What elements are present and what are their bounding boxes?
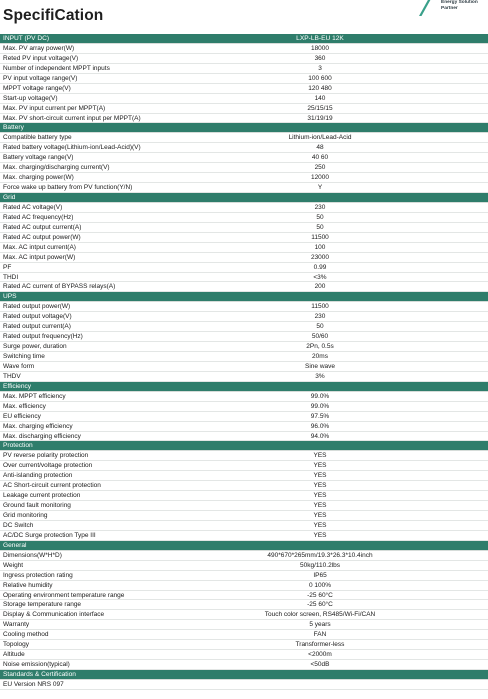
- spec-value: 11500: [311, 233, 329, 241]
- spec-label: Wave form: [3, 362, 35, 370]
- spec-value: YES: [313, 462, 327, 470]
- spec-value: YES: [313, 472, 327, 480]
- spec-value: YES: [313, 492, 327, 500]
- spec-label: Compatible battery type: [3, 134, 72, 142]
- spec-row: [0, 302, 488, 312]
- section-header-standards-certification: [0, 670, 488, 680]
- spec-row: [0, 610, 488, 620]
- spec-row: [0, 501, 488, 511]
- spec-row: [0, 571, 488, 581]
- spec-value: 50: [316, 213, 324, 221]
- spec-row: [0, 183, 488, 193]
- spec-value: IP65: [313, 571, 327, 579]
- section-header-ups: [0, 292, 488, 302]
- spec-label: Over current/voltage protection: [3, 462, 93, 470]
- spec-row: [0, 561, 488, 571]
- section-title: INPUT (PV DC): [3, 35, 50, 42]
- section-header-battery: [0, 123, 488, 133]
- spec-value: 50: [316, 323, 324, 331]
- spec-label: Rated AC output power(W): [3, 233, 81, 241]
- spec-row: [0, 163, 488, 173]
- section-title: Standards & Certification: [3, 671, 76, 678]
- spec-value: 25/15/15: [307, 104, 333, 112]
- spec-label: Rated AC voltage(V): [3, 203, 63, 211]
- spec-row: [0, 213, 488, 223]
- spec-row: [0, 84, 488, 94]
- spec-label: THDI: [3, 273, 19, 281]
- spec-label: EU Version NRS 097: [3, 680, 64, 688]
- spec-row: [0, 491, 488, 501]
- spec-label: Max. charging/discharging current(V): [3, 164, 110, 172]
- spec-label: Cooling method: [3, 631, 49, 639]
- spec-value: 50/60: [311, 333, 329, 341]
- spec-value: 360: [314, 54, 326, 62]
- spec-row: [0, 342, 488, 352]
- spec-label: Start-up voltage(V): [3, 94, 58, 102]
- spec-row: [0, 74, 488, 84]
- spec-label: PV reverse polarity protection: [3, 452, 89, 460]
- spec-label: Max. PV short-circuit current input per MPPT(A): [3, 114, 141, 122]
- spec-value: 99.0%: [310, 402, 330, 410]
- spec-value: 120 480: [308, 84, 332, 92]
- spec-row: [0, 481, 488, 491]
- spec-value: 31/19/19: [307, 114, 333, 122]
- spec-label: Altitude: [3, 651, 25, 659]
- spec-label: Storage temperature range: [3, 601, 82, 609]
- spec-label: Max. AC intput power(W): [3, 253, 76, 261]
- spec-label: Topology: [3, 641, 30, 649]
- spec-label: Max. efficiency: [3, 402, 46, 410]
- brand-logo-icon: [418, 0, 432, 16]
- spec-label: Reted PV input voltage(V): [3, 54, 79, 62]
- spec-label: AC/DC Surge protection Type III: [3, 531, 96, 539]
- spec-value: 140: [314, 94, 326, 102]
- spec-value: 20ms: [312, 353, 328, 360]
- spec-label: Max. charging efficiency: [3, 422, 73, 430]
- spec-value: Lithium-ion/Lead-Acid: [288, 134, 352, 142]
- spec-value: 100: [314, 243, 326, 251]
- brand-tagline: [441, 0, 478, 12]
- section-title: Grid: [3, 194, 16, 201]
- section-header-general: [0, 541, 488, 551]
- spec-value: 48: [316, 144, 324, 152]
- spec-row: [0, 640, 488, 650]
- spec-label: Rated output frequency(Hz): [3, 333, 83, 341]
- spec-value: 50kg/110.2lbs: [300, 561, 340, 569]
- spec-label: Rated battery voltage(Lithium-ion/Lead-Acid)(V): [3, 144, 141, 152]
- spec-row: [0, 312, 488, 322]
- spec-value: YES: [313, 452, 327, 460]
- spec-value: YES: [313, 502, 327, 510]
- spec-label: Max. MPPT efficiency: [3, 392, 66, 400]
- spec-label: AC Short-circuit current protection: [3, 482, 101, 490]
- spec-value: 100 600: [308, 74, 332, 82]
- spec-row: [0, 422, 488, 432]
- spec-row: [0, 591, 488, 601]
- spec-row: [0, 173, 488, 183]
- spec-label: Max. PV array power(W): [3, 44, 75, 52]
- spec-value: 40 60: [311, 154, 329, 162]
- spec-value: YES: [313, 482, 327, 490]
- spec-row: [0, 352, 488, 362]
- spec-row: [0, 471, 488, 481]
- spec-label: MPPT voltage range(V): [3, 84, 71, 92]
- spec-value: 490*670*265mm/19.3*26.3*10.4inch: [267, 551, 373, 559]
- spec-value: Touch color screen, RS485/Wi-Fi/CAN: [264, 611, 376, 619]
- spec-row: [0, 412, 488, 422]
- section-header-protection: [0, 441, 488, 451]
- spec-value: 50: [316, 223, 324, 231]
- spec-value: 230: [314, 203, 326, 211]
- spec-label: Weight: [3, 561, 24, 569]
- spec-label: Max. discharging efficiency: [3, 432, 81, 440]
- spec-label: Rated output current(A): [3, 323, 71, 331]
- brand-tagline-line-1: Energy Solution: [441, 0, 478, 5]
- spec-label: Max. PV input current per MPPT(A): [3, 104, 106, 112]
- spec-value: 3: [318, 64, 322, 72]
- spec-row: [0, 273, 488, 283]
- spec-value: 99.0%: [310, 392, 330, 400]
- spec-label: Rated output power(W): [3, 303, 71, 311]
- spec-row: [0, 263, 488, 273]
- section-title: Efficiency: [3, 382, 32, 390]
- section-header-input-pv-dc: [0, 34, 488, 44]
- spec-row: [0, 630, 488, 640]
- spec-label: Leakage current protection: [3, 492, 81, 500]
- spec-row: [0, 44, 488, 54]
- spec-label: Ingress protection rating: [3, 571, 73, 579]
- spec-value: -25 60°C: [307, 591, 333, 599]
- spec-label: Dimensions(W*H*D): [3, 551, 62, 559]
- spec-label: Rated AC frequency(Hz): [3, 213, 74, 221]
- spec-row: [0, 372, 488, 382]
- spec-label: Max. charging power(W): [3, 174, 74, 182]
- spec-label: Number of independent MPPT inputs: [3, 64, 110, 72]
- spec-label: Anti-islanding protection: [3, 472, 73, 480]
- spec-label: PF: [3, 263, 12, 271]
- spec-label: Rated output voltage(V): [3, 313, 72, 321]
- specification-table: [0, 34, 488, 690]
- spec-row: [0, 600, 488, 610]
- spec-value: -25 60°C: [307, 601, 333, 609]
- spec-row: [0, 660, 488, 670]
- spec-label: Ground fault monitoring: [3, 502, 71, 510]
- spec-row: [0, 521, 488, 531]
- spec-value: <50dB: [310, 661, 330, 669]
- spec-value: <3%: [313, 273, 327, 281]
- spec-label: Rated AC current of BYPASS relays(A): [3, 283, 116, 291]
- spec-value: 0.99: [313, 263, 327, 271]
- spec-label: Force wake up battery from PV function(Y/N): [3, 184, 133, 192]
- section-title: General: [3, 541, 27, 549]
- spec-label: Relative humidity: [3, 581, 53, 589]
- spec-value: FAN: [313, 631, 327, 639]
- spec-label: Rated AC output current(A): [3, 223, 82, 231]
- spec-row: [0, 650, 488, 660]
- spec-row: [0, 451, 488, 461]
- spec-label: Max. AC intput current(A): [3, 243, 76, 251]
- spec-row: [0, 620, 488, 630]
- spec-label: Grid monitoring: [3, 512, 48, 519]
- spec-row: [0, 680, 488, 690]
- spec-value: 250: [314, 164, 326, 172]
- spec-row: [0, 114, 488, 124]
- spec-row: [0, 233, 488, 243]
- spec-value: 18000: [310, 44, 330, 52]
- section-header-efficiency: [0, 382, 488, 392]
- spec-row: [0, 282, 488, 292]
- spec-label: Warranty: [3, 621, 30, 629]
- section-header-grid: [0, 193, 488, 203]
- spec-value: 200: [314, 283, 326, 291]
- spec-row: [0, 143, 488, 153]
- spec-row: [0, 104, 488, 114]
- spec-value: 0 100%: [308, 581, 332, 589]
- spec-value: YES: [313, 531, 327, 539]
- spec-value: 23000: [310, 253, 330, 261]
- spec-value: 11500: [311, 303, 329, 311]
- spec-value: YES: [313, 521, 327, 529]
- spec-label: Battery voltage range(V): [3, 154, 74, 162]
- spec-value: Y: [317, 184, 323, 192]
- section-title: Protection: [3, 442, 33, 450]
- spec-value: YES: [313, 512, 327, 519]
- spec-row: [0, 133, 488, 143]
- section-title: Battery: [3, 124, 24, 132]
- spec-label: Operating environment temperature range: [3, 591, 125, 599]
- spec-row: [0, 402, 488, 412]
- spec-row: [0, 392, 488, 402]
- spec-row: [0, 203, 488, 213]
- spec-value: Transformer-less: [295, 641, 345, 649]
- spec-label: Switching time: [3, 353, 45, 360]
- spec-row: [0, 461, 488, 471]
- spec-row: [0, 243, 488, 253]
- spec-row: [0, 322, 488, 332]
- spec-label: Surge power, duration: [3, 343, 67, 351]
- spec-label: PV input voltage range(V): [3, 74, 78, 82]
- spec-row: [0, 432, 488, 442]
- spec-value: 5 years: [309, 621, 331, 629]
- spec-value: 96.0%: [310, 422, 330, 430]
- spec-row: [0, 332, 488, 342]
- spec-value: 12000: [310, 174, 330, 182]
- spec-value: 97.5%: [310, 412, 330, 420]
- spec-row: [0, 94, 488, 104]
- spec-label: THDV: [3, 372, 21, 380]
- spec-row: [0, 511, 488, 521]
- spec-label: EU efficiency: [3, 412, 41, 420]
- spec-value: Sine wave: [305, 362, 335, 370]
- spec-value: <2000m: [308, 651, 332, 659]
- spec-row: [0, 153, 488, 163]
- spec-label: Display & Communication interface: [3, 611, 105, 619]
- spec-row: [0, 551, 488, 561]
- page-header: [0, 0, 488, 32]
- spec-row: [0, 223, 488, 233]
- brand-tagline-line-2: Partner: [441, 6, 458, 11]
- spec-row: [0, 531, 488, 541]
- spec-value: 3%: [315, 372, 325, 380]
- model-name: LXP-LB-EU 12K: [296, 35, 344, 42]
- page-title: SpecifiCation: [3, 7, 104, 24]
- spec-value: 2Pn, 0.5s: [306, 343, 334, 351]
- spec-row: [0, 253, 488, 263]
- spec-label: DC Switch: [3, 521, 34, 529]
- spec-value: 94.0%: [310, 432, 330, 440]
- spec-value: 230: [314, 313, 326, 321]
- spec-row: [0, 581, 488, 591]
- spec-row: [0, 362, 488, 372]
- spec-row: [0, 64, 488, 74]
- spec-label: Noise emission(typical): [3, 661, 70, 669]
- section-title: UPS: [3, 293, 17, 301]
- spec-row: [0, 54, 488, 64]
